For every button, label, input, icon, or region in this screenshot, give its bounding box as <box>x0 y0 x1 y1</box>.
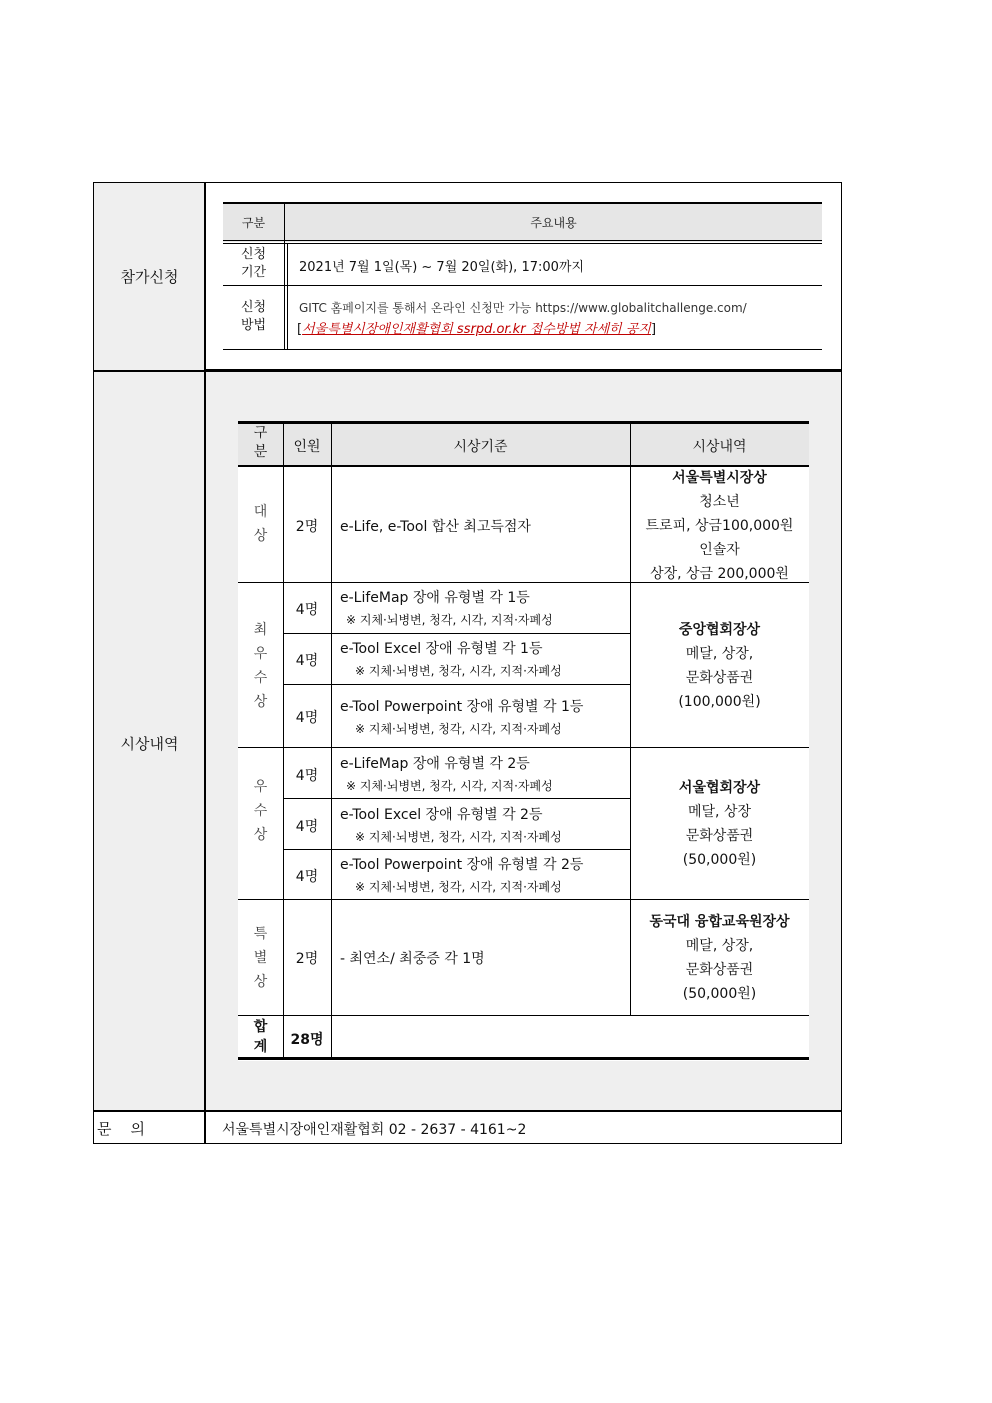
method-detail: 접수방법 자세히 공지 <box>525 322 651 337</box>
method-label-line: 신청 <box>240 300 267 315</box>
header-content: 주요내용 <box>530 216 577 230</box>
special-count: 2명 <box>295 951 319 967</box>
method-label <box>223 299 284 335</box>
special-criteria: - 최연소/ 최중증 각 1명 <box>340 951 485 967</box>
excellence-count-1: 4명 <box>295 602 319 618</box>
org-link[interactable]: ssrpd.or.kr <box>456 322 526 337</box>
rule <box>283 684 630 685</box>
merit-criteria-3: e-Tool Powerpoint 장애 유형별 각 2등 <box>340 857 584 873</box>
header-criteria: 시상기준 <box>453 439 508 455</box>
rule <box>284 202 285 350</box>
excellence-count-2: 4명 <box>295 653 319 669</box>
method-line-2 <box>297 318 656 337</box>
rule <box>223 243 822 244</box>
prize-line: 메달, 상장 <box>688 804 751 820</box>
grand-prize <box>630 466 809 586</box>
rule <box>223 349 822 350</box>
excellence-criteria-1: e-LifeMap 장애 유형별 각 1등 <box>340 590 530 606</box>
total-label-char: 계 <box>253 1039 268 1055</box>
method-line-1: GITC 홈페이지를 통해서 온라인 신청만 가능 https://www.globalitchallenge.com/ <box>299 301 747 315</box>
method-label-line: 방법 <box>240 318 267 333</box>
grand-criteria: e-Life, e-Tool 합산 최고득점자 <box>340 519 531 535</box>
period-label-line: 신청 <box>240 247 267 262</box>
contact-value: 서울특별시장애인재활협회 02 - 2637 - 4161~2 <box>222 1122 527 1138</box>
header-count: 인원 <box>293 439 321 455</box>
merit-count-1: 4명 <box>295 768 319 784</box>
category-char: 우 <box>253 646 268 662</box>
excellence-note-2: ※ 지체·뇌병변, 청각, 시각, 지적·자폐성 <box>355 664 562 678</box>
merit-criteria-1: e-LifeMap 장애 유형별 각 2등 <box>340 756 530 772</box>
excellence-count-3: 4명 <box>295 710 319 726</box>
merit-count-3: 4명 <box>295 869 319 885</box>
merit-note-1: ※ 지체·뇌병변, 청각, 시각, 지적·자폐성 <box>346 779 553 793</box>
excellence-criteria-2: e-Tool Excel 장애 유형별 각 1등 <box>340 641 543 657</box>
category-char: 상 <box>253 528 268 544</box>
org-name: 서울특별시장애인재활협회 <box>302 322 457 337</box>
category-char: 별 <box>253 950 268 966</box>
prize-line: 메달, 상장, <box>685 938 754 954</box>
header-category: 구분 <box>241 216 266 230</box>
rule <box>283 633 630 634</box>
total-count: 28명 <box>290 1032 324 1048</box>
prize-line: 문화상품권 <box>685 962 754 978</box>
category-char: 우 <box>253 779 268 795</box>
prize-line: (50,000원) <box>682 986 757 1002</box>
header-category-cell <box>238 424 283 462</box>
header-category-char: 분 <box>253 444 268 460</box>
rule <box>331 424 332 1058</box>
prize-line: 인솔자 <box>699 542 740 558</box>
excellence-prize <box>630 618 809 714</box>
period-value: 2021년 7월 1일(목) ~ 7월 20일(화), 17:00까지 <box>299 260 585 275</box>
header-category-char: 구 <box>253 425 268 441</box>
rule <box>283 798 630 799</box>
prize-title: 서울협회장상 <box>678 780 761 796</box>
rule <box>238 747 809 748</box>
category-char: 대 <box>253 504 268 520</box>
contact-label: 문 의 <box>97 1120 146 1138</box>
bracket: ] <box>650 322 657 337</box>
rule <box>283 849 630 850</box>
prize-line: 문화상품권 <box>685 828 754 844</box>
excellence-note-1: ※ 지체·뇌병변, 청각, 시각, 지적·자폐성 <box>346 613 553 627</box>
prize-line: (100,000원) <box>678 694 761 710</box>
total-label-char: 합 <box>253 1019 268 1035</box>
merit-note-3: ※ 지체·뇌병변, 청각, 시각, 지적·자폐성 <box>355 880 562 894</box>
prize-line: 문화상품권 <box>685 670 754 686</box>
prize-title: 동국대 융합교육원장상 <box>649 914 790 930</box>
excellence-criteria-3: e-Tool Powerpoint 장애 유형별 각 1등 <box>340 699 584 715</box>
rule <box>238 1015 809 1016</box>
prize-line: 메달, 상장, <box>685 646 754 662</box>
category-char: 상 <box>253 974 268 990</box>
category-char: 특 <box>253 926 268 942</box>
merit-category <box>238 775 283 847</box>
rule <box>238 899 809 900</box>
period-label-line: 기간 <box>240 265 267 280</box>
excellence-category <box>238 618 283 714</box>
contact-divider <box>94 1110 842 1112</box>
merit-note-2: ※ 지체·뇌병변, 청각, 시각, 지적·자폐성 <box>355 830 562 844</box>
merit-criteria-2: e-Tool Excel 장애 유형별 각 2등 <box>340 807 543 823</box>
prize-line: 청소년 <box>699 494 740 510</box>
bracket: [ <box>297 322 303 337</box>
prize-line: (50,000원) <box>682 852 757 868</box>
section-divider-thick <box>205 369 842 372</box>
period-label <box>223 246 284 282</box>
prize-title: 중앙협회장상 <box>678 622 761 638</box>
category-char: 최 <box>253 622 268 638</box>
category-char: 수 <box>253 803 268 819</box>
total-label <box>238 1017 283 1057</box>
merit-prize <box>630 776 809 872</box>
special-prize <box>630 910 809 1006</box>
rule <box>287 243 288 350</box>
grand-count: 2명 <box>295 519 319 535</box>
header-prize: 시상내역 <box>692 439 747 455</box>
rule <box>223 240 822 241</box>
category-char: 상 <box>253 694 268 710</box>
awards-section-label: 시상내역 <box>120 735 179 753</box>
application-section-label: 참가신청 <box>120 268 179 286</box>
rule <box>238 1057 809 1060</box>
prize-title: 서울특별시장상 <box>672 470 767 486</box>
grand-category <box>238 500 283 548</box>
rule <box>223 285 822 286</box>
prize-line: 상장, 상금 200,000원 <box>650 566 789 582</box>
rule <box>238 421 809 424</box>
merit-count-2: 4명 <box>295 819 319 835</box>
column-divider <box>204 183 206 1143</box>
special-category <box>238 922 283 994</box>
category-char: 상 <box>253 827 268 843</box>
application-table-header <box>223 202 822 242</box>
prize-line: 트로피, 상금100,000원 <box>645 518 794 534</box>
category-char: 수 <box>253 670 268 686</box>
excellence-note-3: ※ 지체·뇌병변, 청각, 시각, 지적·자폐성 <box>355 722 562 736</box>
